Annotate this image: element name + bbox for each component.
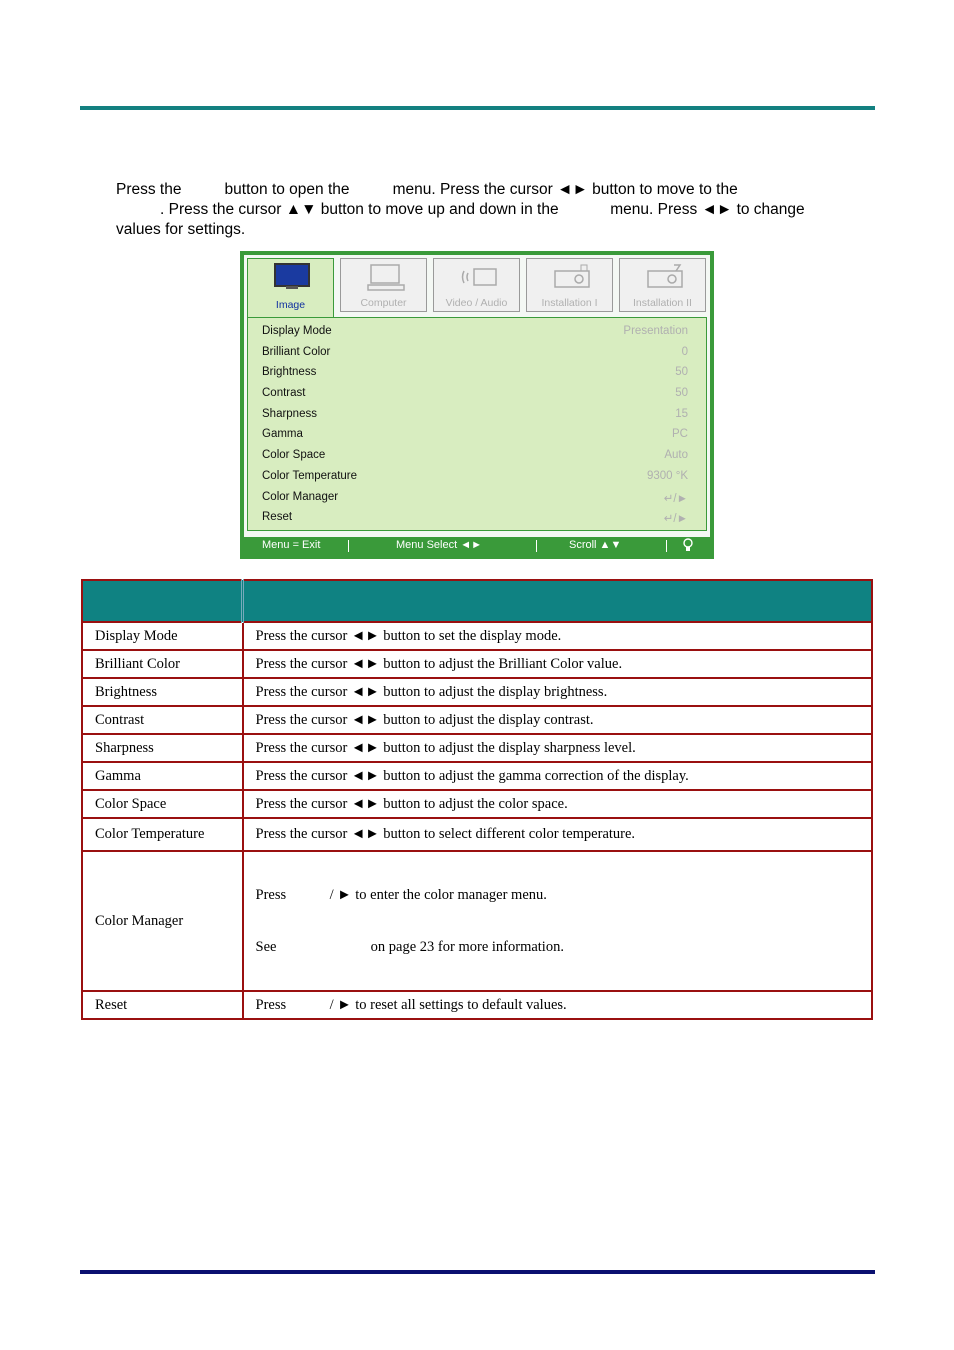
table-cell-description: Press the cursor ◄► button to adjust the Brilliant Color value.: [243, 650, 873, 678]
table-cell-description: Press the cursor ◄► button to adjust the display contrast.: [243, 706, 873, 734]
projector-icon: [553, 263, 593, 293]
footer-rule: [80, 1270, 875, 1274]
table-row: [82, 734, 872, 762]
osd-footer-divider: [348, 540, 349, 552]
table-row: [82, 818, 872, 851]
osd-footer-bar: [244, 537, 710, 555]
osd-row-color-space[interactable]: Color Space Auto: [262, 449, 688, 461]
tab-installation-2-label: Installation II: [633, 297, 692, 309]
table-cell-item: Brightness: [82, 678, 243, 706]
intro-line-3: values for settings.: [116, 221, 246, 238]
table-row: [82, 762, 872, 790]
header-rule: [80, 106, 875, 110]
osd-row-gamma[interactable]: Gamma PC: [262, 428, 688, 440]
table-row: [82, 790, 872, 818]
table-cell-item: Sharpness: [82, 734, 243, 762]
settings-description-table: [81, 579, 873, 1020]
osd-footer-exit: Menu = Exit: [262, 539, 321, 551]
table-cell-item: Reset: [82, 991, 243, 1019]
osd-row-color-temperature[interactable]: Color Temperature 9300 °K: [262, 470, 688, 482]
computer-icon: [367, 263, 407, 293]
table-cell-description: Press the cursor ◄► button to set the display mode.: [243, 622, 873, 650]
table-cell-description: Press the cursor ◄► button to adjust the color space.: [243, 790, 873, 818]
osd-row-display-mode[interactable]: Display Mode Presentation: [262, 325, 688, 337]
intro-line-2: . Press the cursor ▲▼ button to move up and down in the menu. Press ◄► to change: [160, 201, 805, 218]
table-header-description: [243, 580, 873, 622]
table-cell-item: Contrast: [82, 706, 243, 734]
video-audio-icon: [460, 263, 500, 293]
tab-computer-label: Computer: [360, 297, 407, 309]
tab-installation-2[interactable]: [619, 258, 706, 312]
intro-line-1: Press the button to open the menu. Press the cursor ◄► button to move to the: [116, 181, 738, 198]
osd-image-menu: [240, 251, 714, 559]
table-cell-item: Display Mode: [82, 622, 243, 650]
table-header-item: [82, 580, 243, 622]
table-cell-description: Press the cursor ◄► button to adjust the gamma correction of the display.: [243, 762, 873, 790]
table-cell-description: Press the cursor ◄► button to select different color temperature.: [243, 818, 873, 851]
osd-footer-divider: [666, 540, 667, 552]
tab-image-label: Image: [275, 299, 306, 311]
description-line: See on page 23 for more information.: [255, 939, 564, 955]
description-line: Press / ► to enter the color manager menu.: [255, 887, 547, 903]
tab-image[interactable]: [247, 258, 334, 318]
table-cell-description: Press the cursor ◄► button to adjust the display sharpness level.: [243, 734, 873, 762]
table-cell-description: Press the cursor ◄► button to adjust the display brightness.: [243, 678, 873, 706]
tab-video-audio[interactable]: [433, 258, 520, 312]
osd-row-brightness[interactable]: Brightness 50: [262, 366, 688, 378]
osd-row-reset[interactable]: Reset ↵/►: [262, 511, 688, 525]
osd-footer-select: Menu Select ◄►: [396, 539, 482, 551]
osd-footer-divider: [536, 540, 537, 552]
tab-installation-1-label: Installation I: [541, 297, 598, 309]
osd-settings-panel: [247, 317, 707, 531]
table-row: [82, 706, 872, 734]
osd-row-sharpness[interactable]: Sharpness 15: [262, 408, 688, 420]
table-row: [82, 678, 872, 706]
osd-row-brilliant-color[interactable]: Brilliant Color 0: [262, 346, 688, 358]
tab-computer[interactable]: [340, 258, 427, 312]
lightbulb-icon: [682, 538, 694, 555]
table-cell-item: Brilliant Color: [82, 650, 243, 678]
monitor-icon: [274, 263, 310, 291]
projector-settings-icon: [646, 263, 686, 293]
table-cell-description: Press / ► to reset all settings to default values.: [243, 991, 873, 1019]
tab-video-audio-label: Video / Audio: [445, 297, 508, 309]
table-header-row: [82, 580, 872, 622]
osd-row-contrast[interactable]: Contrast 50: [262, 387, 688, 399]
tab-installation-1[interactable]: [526, 258, 613, 312]
table-row: [82, 650, 872, 678]
osd-footer-scroll: Scroll ▲▼: [569, 539, 622, 551]
table-row: [82, 622, 872, 650]
table-row: [82, 991, 872, 1019]
table-cell-item: Color Space: [82, 790, 243, 818]
table-cell-item: Color Temperature: [82, 818, 243, 851]
table-cell-description: [243, 851, 873, 991]
osd-row-color-manager[interactable]: Color Manager ↵/►: [262, 491, 688, 505]
table-cell-item: Color Manager: [82, 851, 243, 991]
table-cell-item: Gamma: [82, 762, 243, 790]
table-row: [82, 851, 872, 991]
